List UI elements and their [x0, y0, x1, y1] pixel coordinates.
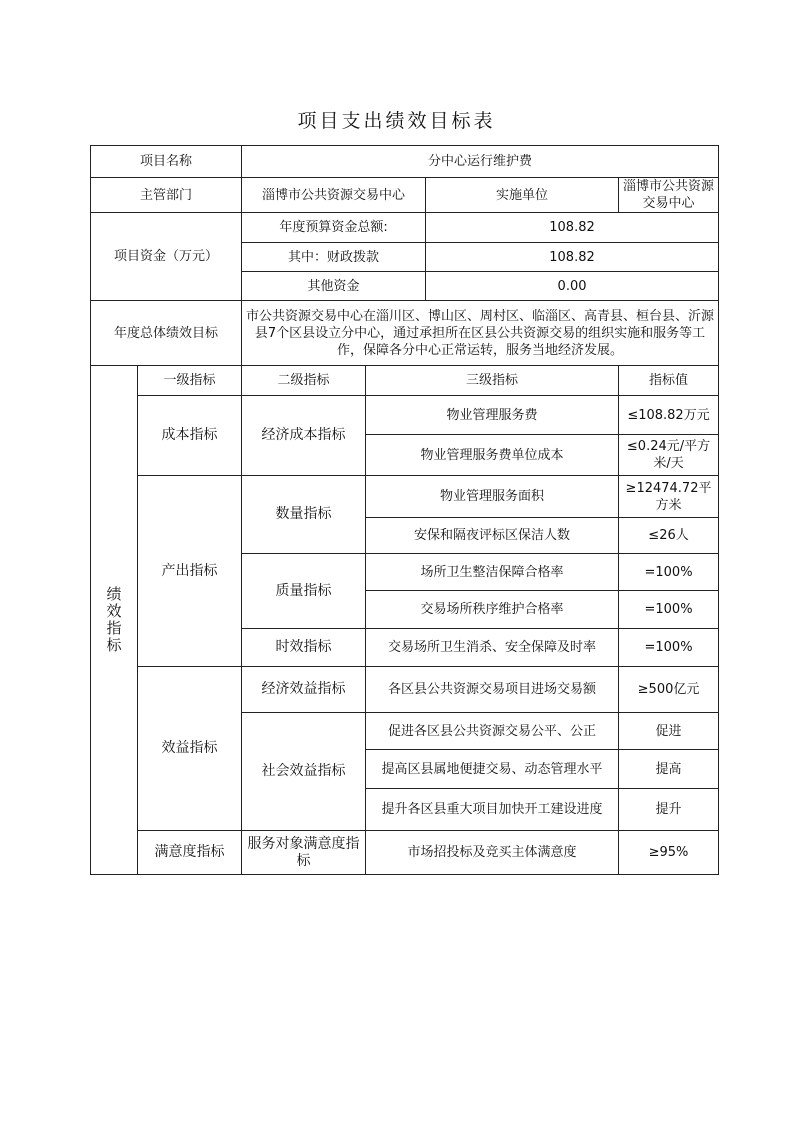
department-value: 淄博市公共资源交易中心	[242, 178, 426, 213]
indicator-value: =100%	[619, 629, 719, 667]
level2-header: 二级指标	[242, 366, 366, 396]
indicator-name: 提高区县属地便捷交易、动态管理水平	[366, 750, 619, 789]
cost-indicator-label: 成本指标	[138, 396, 242, 476]
other-funds-value: 0.00	[426, 272, 719, 301]
indicator-name: 场所卫生整洁保障合格率	[366, 554, 619, 591]
satisfaction-indicator-label: 满意度指标	[138, 831, 242, 875]
indicator-value: 提升	[619, 789, 719, 831]
quality-indicator-label: 质量指标	[242, 554, 366, 629]
fiscal-appropriation-label: 其中：财政拨款	[242, 243, 426, 272]
indicator-value: ≤0.24元/平方米/天	[619, 435, 719, 476]
project-name-value: 分中心运行维护费	[242, 146, 719, 178]
department-label: 主管部门	[91, 178, 242, 213]
quantity-indicator-label: 数量指标	[242, 476, 366, 554]
indicator-value: ≤108.82万元	[619, 396, 719, 435]
project-funds-label: 项目资金（万元）	[91, 213, 242, 301]
performance-target-table	[90, 145, 719, 875]
indicator-value: ≥95%	[619, 831, 719, 875]
timeliness-indicator-label: 时效指标	[242, 629, 366, 667]
project-name-label: 项目名称	[91, 146, 242, 178]
annual-goal-label: 年度总体绩效目标	[91, 301, 242, 366]
indicator-name: 物业管理服务费	[366, 396, 619, 435]
indicator-value: ≥12474.72平方米	[619, 476, 719, 518]
indicator-name: 交易场所卫生消杀、安全保障及时率	[366, 629, 619, 667]
indicator-name: 物业管理服务面积	[366, 476, 619, 518]
page-title: 项目支出绩效目标表	[297, 110, 496, 132]
indicator-value: ≥500亿元	[619, 667, 719, 713]
output-indicator-label: 产出指标	[138, 476, 242, 667]
value-header: 指标值	[619, 366, 719, 396]
indicator-name: 市场招投标及竞买主体满意度	[366, 831, 619, 875]
service-satisfaction-indicator-label: 服务对象满意度指标	[242, 831, 366, 875]
social-benefit-indicator-label: 社会效益指标	[242, 713, 366, 831]
indicator-value: =100%	[619, 554, 719, 591]
indicator-name: 提升各区县重大项目加快开工建设进度	[366, 789, 619, 831]
level1-header: 一级指标	[138, 366, 242, 396]
indicator-value: =100%	[619, 591, 719, 629]
indicator-value: 提高	[619, 750, 719, 789]
implementing-unit-label: 实施单位	[426, 178, 619, 213]
economic-benefit-indicator-label: 经济效益指标	[242, 667, 366, 713]
implementing-unit-value: 淄博市公共资源交易中心	[619, 178, 719, 213]
benefit-indicator-label: 效益指标	[138, 667, 242, 831]
indicator-name: 物业管理服务费单位成本	[366, 435, 619, 476]
level3-header: 三级指标	[366, 366, 619, 396]
annual-budget-total-label: 年度预算资金总额:	[242, 213, 426, 243]
fiscal-appropriation-value: 108.82	[426, 243, 719, 272]
economic-cost-indicator-label: 经济成本指标	[242, 396, 366, 476]
annual-goal-text: 市公共资源交易中心在淄川区、博山区、周村区、临淄区、高青县、桓台县、沂源县7个区县设立分中心，通过承担所在区县公共资源交易的组织实施和服务等工作，保障各分中心正常运转，服务当地经济发展。	[242, 301, 719, 366]
indicator-name: 促进各区县公共资源交易公平、公正	[366, 713, 619, 750]
performance-indicators-label: 绩 效 指 标	[91, 366, 138, 875]
annual-budget-total-value: 108.82	[426, 213, 719, 243]
indicator-name: 安保和隔夜评标区保洁人数	[366, 518, 619, 554]
indicator-name: 各区县公共资源交易项目进场交易额	[366, 667, 619, 713]
other-funds-label: 其他资金	[242, 272, 426, 301]
indicator-value: ≤26人	[619, 518, 719, 554]
indicator-value: 促进	[619, 713, 719, 750]
indicator-name: 交易场所秩序维护合格率	[366, 591, 619, 629]
